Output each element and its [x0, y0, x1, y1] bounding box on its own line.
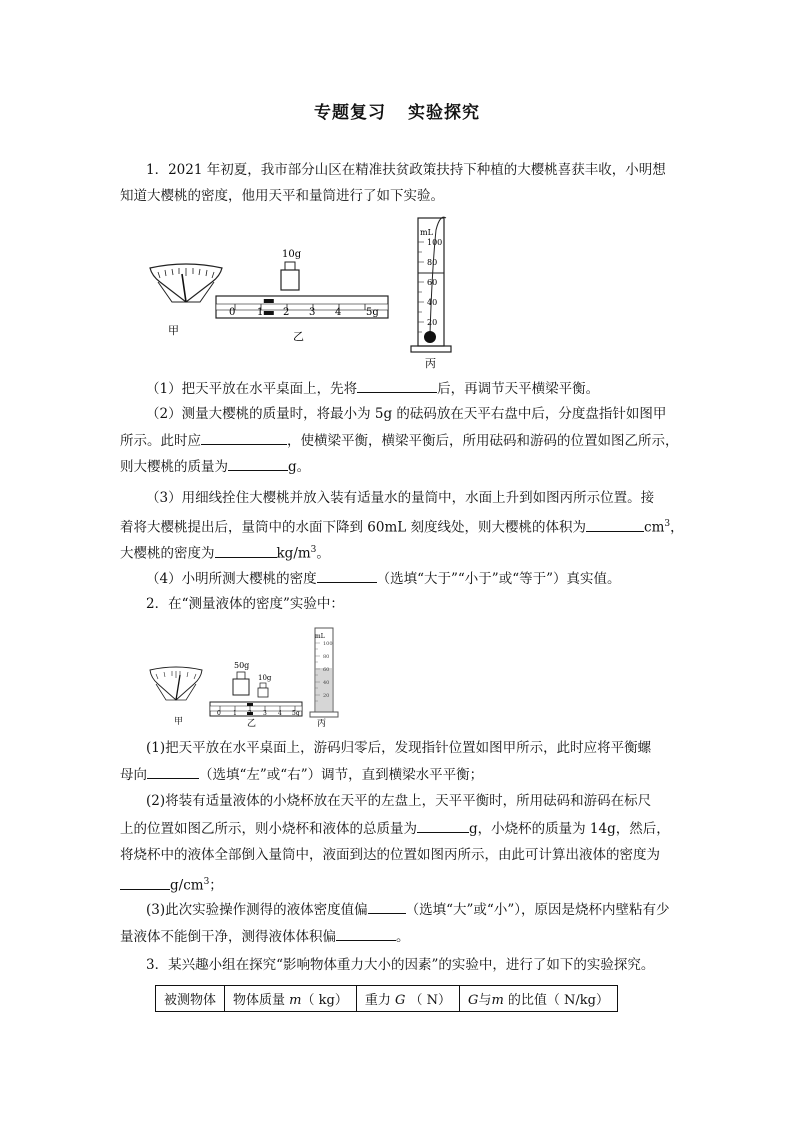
q2-tick-3: 3	[263, 710, 267, 717]
q1-part2-line2: 所示。此时应 ，使横梁平衡，横梁平衡后，所用砝码和游码的位置如图乙所示，	[120, 430, 690, 451]
q2-blank-4[interactable]	[368, 899, 406, 914]
q2-cylinder-bing	[310, 628, 338, 729]
q2-part1-line1: (1)把天平放在水平桌面上，游码归零后，发现指针位置如图甲所示，此时应将平衡螺	[146, 740, 652, 756]
q1-cylinder-bing	[411, 217, 451, 370]
q2-label-jia: 甲	[174, 717, 184, 727]
q1-tick-3: 3	[309, 307, 316, 318]
q2-ruler-yi	[210, 702, 302, 729]
q3-header-ratio: G与m 的比值（ N/kg）	[460, 986, 618, 1012]
q1-cyl-ticks	[427, 238, 442, 327]
q1-part1: （1）把天平放在水平桌面上，先将 后，再调节天平横梁平衡。	[146, 378, 716, 399]
q1-blank-4[interactable]	[586, 517, 644, 532]
q1-label-jia: 甲	[168, 324, 179, 337]
q2-cyl-unit: mL	[315, 633, 325, 640]
q2-label-bing: 丙	[317, 719, 327, 729]
q3-table	[155, 985, 618, 1012]
q1-tick-0: 0	[229, 307, 236, 318]
q1-cyl-80: 80	[427, 258, 438, 267]
q2-cyl-100: 100	[323, 641, 333, 647]
q2-cyl-60: 60	[323, 667, 330, 673]
q1-tick-5: 5g	[366, 307, 379, 318]
q2-part3-line1: (3)此次实验操作测得的液体密度值偏 （选填“大”或“小”），原因是烧杯内壁粘有少	[146, 899, 716, 920]
q2-part1-line2: 母向 （选填“左”或“右”）调节，直到横梁水平平衡；	[120, 764, 690, 785]
q1-cyl-20: 20	[427, 318, 438, 327]
q1-part2-line3: 则大樱桃的质量为 g。	[120, 456, 690, 477]
q1-intro-line2: 知道大樱桃的密度，他用天平和量筒进行了如下实验。	[120, 188, 444, 204]
q1-tick-4: 4	[335, 307, 342, 318]
q1-blank-5[interactable]	[215, 543, 277, 558]
q2-label-yi: 乙	[247, 719, 257, 729]
q1-label-yi: 乙	[293, 330, 304, 343]
q3-header-mass: 物体质量 m（ kg）	[225, 986, 357, 1012]
q1-part3-line1: （3）用细线拴住大樱桃并放入装有适量水的量筒中，水面上升到如图丙所示位置。接	[146, 490, 655, 506]
q1-part3-line2: 着将大樱桃提出后，量筒中的水面下降到 60mL 刻度线处，则大樱桃的体积为 $cm^3$，	[120, 514, 690, 538]
q1-weight-10g	[281, 249, 302, 290]
title-left: 专题复习	[314, 103, 386, 123]
q1-part4: （4）小明所测大樱桃的密度 （选填“大于”“小于”或“等于”）真实值。	[146, 568, 716, 589]
q1-blank-6[interactable]	[317, 568, 377, 583]
q1-blank-1[interactable]	[357, 378, 437, 393]
q2-part2-line4: $g/cm^3$；	[120, 872, 690, 896]
q2-figure	[140, 620, 370, 732]
q1-blank-3[interactable]	[228, 456, 288, 471]
q1-tick-2: 2	[283, 307, 290, 318]
title-right: 实验探究	[408, 103, 480, 123]
q1-label-bing: 丙	[425, 357, 436, 370]
q2-dial-jia	[150, 667, 202, 727]
q3-intro: 3．某兴趣小组在探究“影响物体重力大小的因素”的实验中，进行了如下的实验探究。	[146, 957, 655, 973]
q2-tick-5: 5g	[292, 710, 300, 717]
q1-figure	[140, 210, 470, 370]
q2-cyl-80: 80	[323, 654, 330, 660]
q2-tick-4: 4	[278, 710, 282, 717]
q2-weight-big-label: 50g	[234, 661, 250, 670]
q2-part2-line2: 上的位置如图乙所示，则小烧杯和液体的总质量为 g，小烧杯的质量为 14g，然后，	[120, 818, 690, 839]
q2-weights	[233, 661, 272, 697]
q2-part2-line1: (2)将装有适量液体的小烧杯放在天平的左盘上，天平平衡时，所用砝码和游码在标尺	[146, 793, 652, 809]
q2-tick-1: 1	[233, 710, 237, 717]
q1-part2-line1: （2）测量大樱桃的质量时，将最小为 5g 的砝码放在天平右盘中后，分度盘指针如图甲	[146, 406, 667, 422]
q2-tick-2: 2	[248, 710, 252, 717]
q3-header-object: 被测物体	[156, 986, 225, 1012]
q2-blank-5[interactable]	[336, 926, 396, 941]
q1-cyl-60: 60	[427, 278, 438, 287]
q1-dial-jia	[150, 264, 222, 337]
q1-tick-1: 1	[257, 307, 264, 318]
q1-weight-label: 10g	[282, 249, 302, 260]
q1-cyl-100: 100	[427, 238, 443, 247]
q2-cyl-20: 20	[323, 693, 330, 699]
q2-blank-3[interactable]	[120, 875, 170, 890]
q2-blank-1[interactable]	[147, 764, 199, 779]
page-title	[0, 98, 794, 123]
q1-ruler-yi	[216, 296, 388, 343]
q1-part3-line3: 大樱桃的密度为 $kg/m^3$。	[120, 540, 690, 564]
q2-blank-2[interactable]	[417, 818, 469, 833]
q1-cyl-unit: mL	[420, 228, 433, 237]
q2-part2-line3: 将烧杯中的液体全部倒入量筒中，液面到达的位置如图丙所示，由此可计算出液体的密度为	[120, 847, 660, 863]
q2-tick-0: 0	[217, 710, 221, 717]
q1-cyl-40: 40	[427, 298, 438, 307]
q1-blank-2[interactable]	[201, 430, 287, 445]
q3-header-gravity: 重力 G （ N）	[356, 986, 459, 1012]
q1-intro-line1: 1．2021 年初夏，我市部分山区在精准扶贫政策扶持下种植的大樱桃喜获丰收，小明想	[146, 162, 666, 178]
q2-cyl-40: 40	[323, 680, 330, 686]
q2-intro: 2．在“测量液体的密度”实验中：	[146, 596, 344, 612]
table-row	[156, 986, 618, 1012]
q2-part3-line2: 量液体不能倒干净，测得液体体积偏 。	[120, 926, 690, 947]
q2-weight-small-label: 10g	[258, 674, 272, 682]
